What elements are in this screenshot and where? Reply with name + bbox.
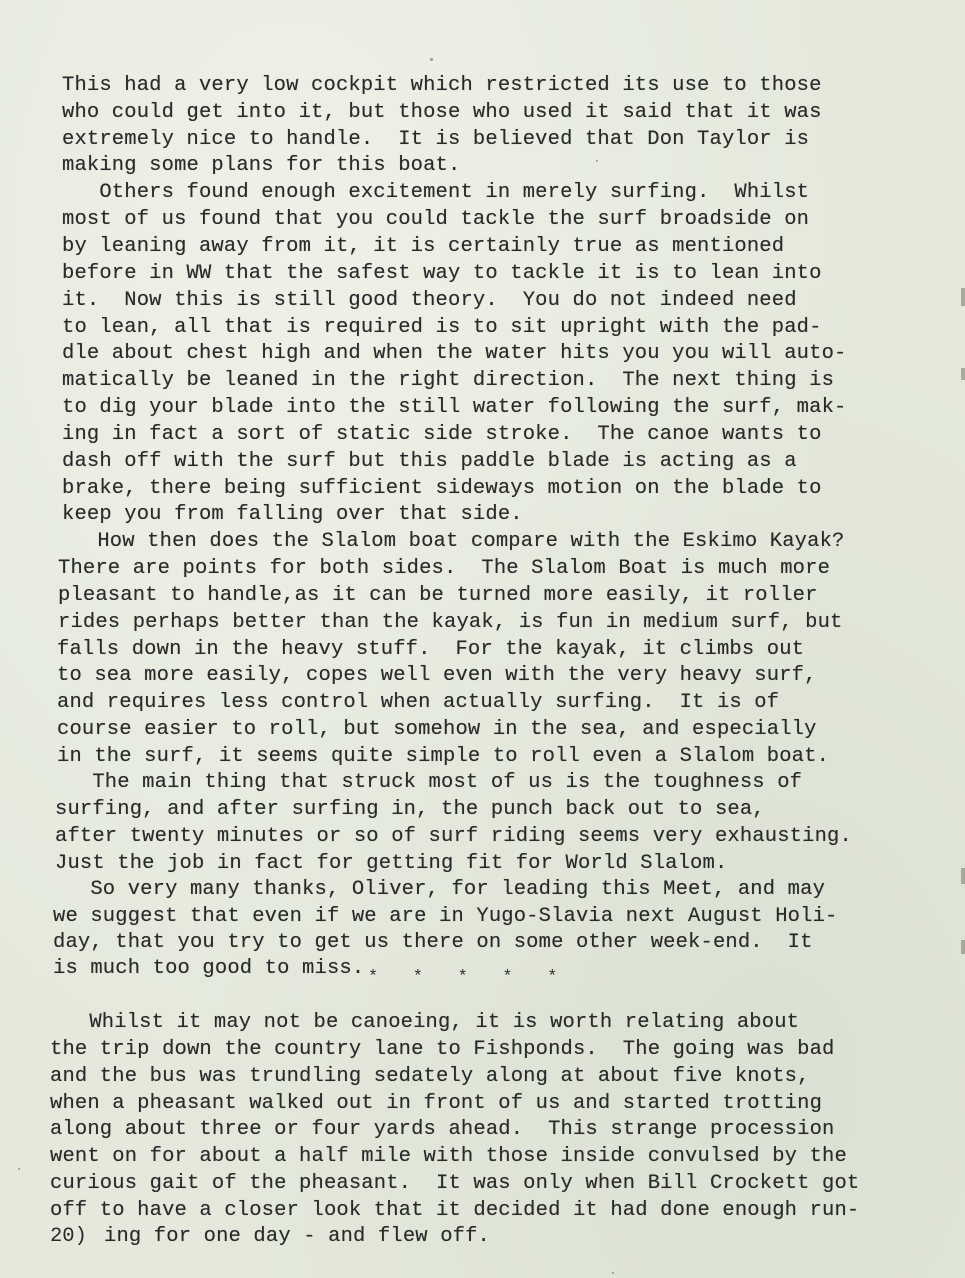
text-line: we suggest that even if we are in Yugo-Slavia next August Holi- bbox=[53, 905, 838, 928]
text-line: ing for one day - and flew off. bbox=[104, 1225, 491, 1248]
text-line: falls down in the heavy stuff. For the kayak, it climbs out bbox=[57, 638, 805, 661]
text-line: dash off with the surf but this paddle blade is acting as a bbox=[62, 450, 797, 473]
text-line: matically be leaned in the right direction. The next thing is bbox=[62, 369, 835, 392]
text-line: ing in fact a sort of static side stroke. The canoe wants to bbox=[62, 423, 822, 446]
text-line: and requires less control when actually surfing. It is of bbox=[57, 691, 780, 714]
text-line: How then does the Slalom boat compare with the Eskimo Kayak? bbox=[60, 530, 845, 553]
text-line: to dig your blade into the still water following the surf, mak- bbox=[62, 396, 847, 419]
text-line: This had a very low cockpit which restricted its use to those bbox=[62, 74, 822, 97]
section-separator: * * * * * bbox=[368, 968, 559, 987]
page-number: 20) bbox=[50, 1225, 87, 1248]
scan-speck bbox=[596, 160, 598, 162]
text-line: pleasant to handle,as it can be turned more easily, it roller bbox=[58, 584, 818, 607]
text-line: who could get into it, but those who used it said that it was bbox=[62, 101, 822, 124]
text-line: before in WW that the safest way to tackle it is to lean into bbox=[62, 262, 822, 285]
text-line: and the bus was trundling sedately along at about five knots, bbox=[50, 1065, 810, 1088]
text-line: extremely nice to handle. It is believed that Don Taylor is bbox=[62, 128, 810, 151]
text-line: when a pheasant walked out in front of us and started trotting bbox=[50, 1092, 823, 1115]
text-line: day, that you try to get us there on some other week-end. It bbox=[53, 931, 813, 954]
edge-mark bbox=[961, 868, 965, 884]
text-line: off to have a closer look that it decided it had done enough run- bbox=[50, 1199, 860, 1222]
scan-speck bbox=[612, 1272, 614, 1274]
edge-mark bbox=[961, 368, 965, 380]
text-line: curious gait of the pheasant. It was only when Bill Crockett got bbox=[50, 1172, 860, 1195]
text-line: keep you from falling over that side. bbox=[62, 503, 523, 526]
text-line: dle about chest high and when the water hits you you will auto- bbox=[62, 342, 847, 365]
edge-mark bbox=[961, 288, 965, 306]
text-line: by leaning away from it, it is certainly true as mentioned bbox=[62, 235, 785, 258]
text-line: brake, there being sufficient sideways motion on the blade to bbox=[62, 477, 822, 500]
text-line: along about three or four yards ahead. This strange procession bbox=[50, 1118, 835, 1141]
text-line: to lean, all that is required is to sit upright with the pad- bbox=[62, 316, 822, 339]
text-line: went on for about a half mile with those inside convulsed by the bbox=[50, 1145, 847, 1168]
text-line: after twenty minutes or so of surf riding seems very exhausting. bbox=[55, 825, 852, 848]
edge-mark bbox=[961, 940, 965, 954]
text-line: surfing, and after surfing in, the punch back out to sea, bbox=[55, 798, 765, 821]
text-line: it. Now this is still good theory. You do not indeed need bbox=[62, 289, 797, 312]
text-line: Whilst it may not be canoeing, it is worth relating about bbox=[52, 1011, 800, 1034]
text-line: making some plans for this boat. bbox=[62, 154, 461, 177]
text-line: most of us found that you could tackle the surf broadside on bbox=[62, 208, 810, 231]
text-line: the trip down the country lane to Fishponds. The going was bad bbox=[50, 1038, 835, 1061]
text-line: So very many thanks, Oliver, for leading this Meet, and may bbox=[53, 878, 826, 901]
text-line: rides perhaps better than the kayak, is fun in medium surf, but bbox=[58, 611, 843, 634]
text-line: Others found enough excitement in merely surfing. Whilst bbox=[62, 181, 810, 204]
text-line: to sea more easily, copes well even with the very heavy surf, bbox=[57, 664, 817, 687]
text-line: The main thing that struck most of us is the toughness of bbox=[55, 771, 803, 794]
text-line: is much too good to miss. bbox=[53, 957, 365, 980]
scan-speck bbox=[430, 58, 433, 61]
text-line: Just the job in fact for getting fit for World Slalom. bbox=[55, 852, 728, 875]
text-line: course easier to roll, but somehow in the sea, and especially bbox=[57, 718, 817, 741]
text-line: There are points for both sides. The Slalom Boat is much more bbox=[58, 557, 831, 580]
scan-speck bbox=[18, 1168, 20, 1170]
text-line: in the surf, it seems quite simple to roll even a Slalom boat. bbox=[57, 745, 830, 768]
